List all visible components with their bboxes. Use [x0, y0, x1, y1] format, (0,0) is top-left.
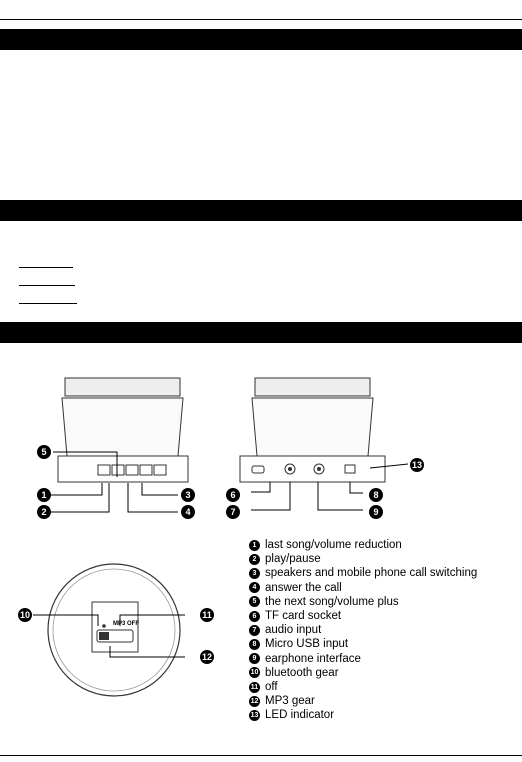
section-bar-3: [0, 322, 522, 343]
legend-number: 12: [250, 697, 259, 705]
legend-number: 11: [250, 683, 259, 691]
legend-number: 6: [249, 611, 260, 622]
bottom-leader-lines: [20, 608, 230, 668]
legend-text: audio input: [265, 624, 322, 637]
legend-item: [249, 694, 477, 708]
underline-1: [19, 267, 73, 268]
legend-item: [249, 566, 477, 580]
switch-label: MP3 OFF: [113, 621, 140, 627]
callout-12: 12: [201, 652, 212, 662]
legend-number: 1: [249, 540, 260, 551]
legend-text: speakers and mobile phone call switching: [265, 567, 478, 580]
legend-text: the next song/volume plus: [265, 595, 399, 608]
callout-13: 13: [411, 460, 422, 470]
legend-item: [249, 552, 477, 566]
callout-9: 9: [369, 505, 383, 519]
callout-3: 3: [181, 488, 195, 502]
legend-text: LED indicator: [265, 709, 335, 722]
callout-8: 8: [369, 488, 383, 502]
legend-item: [249, 708, 477, 722]
legend-number: 3: [249, 568, 260, 579]
callout-4: 4: [181, 505, 195, 519]
section-bar-2: [0, 200, 522, 221]
callout-1: 1: [37, 488, 51, 502]
legend-text: play/pause: [265, 553, 321, 566]
section-bar-1: [0, 29, 522, 50]
callout-5: 5: [37, 445, 51, 459]
legend-item: [249, 609, 477, 623]
legend-item: [249, 666, 477, 680]
legend-item: [249, 595, 477, 609]
callout-7: 7: [226, 505, 240, 519]
legend-text: off: [265, 681, 278, 694]
legend-number: 13: [250, 712, 259, 720]
legend-item: [249, 623, 477, 637]
legend-text: TF card socket: [265, 610, 342, 623]
legend-item: [249, 652, 477, 666]
legend-text: last song/volume reduction: [265, 539, 402, 551]
legend-item: [249, 538, 477, 552]
callout-10: 10: [19, 610, 30, 620]
legend-text: Micro USB input: [265, 638, 349, 651]
legend-item: [249, 680, 477, 694]
legend-number: 9: [249, 653, 260, 664]
callout-11: 11: [200, 608, 214, 622]
legend-text: bluetooth gear: [265, 666, 339, 679]
legend-number: 4: [249, 582, 260, 593]
parts-legend: [249, 538, 477, 723]
legend-number: 8: [249, 639, 260, 650]
legend-number: 7: [249, 625, 260, 636]
legend-number: 2: [249, 554, 260, 565]
underline-2: [19, 285, 75, 286]
legend-number: 5: [249, 596, 260, 607]
underline-3: [19, 303, 77, 304]
legend-item: [249, 581, 477, 595]
top-rule: [0, 19, 522, 20]
legend-item: [249, 637, 477, 651]
callout-2: 2: [37, 505, 51, 519]
legend-text: answer the call: [265, 581, 342, 594]
bottom-rule: [0, 755, 522, 756]
legend-text: MP3 gear: [265, 695, 315, 708]
legend-number: 10: [250, 669, 259, 677]
legend-text: earphone interface: [265, 652, 361, 665]
callout-6: 6: [226, 488, 240, 502]
